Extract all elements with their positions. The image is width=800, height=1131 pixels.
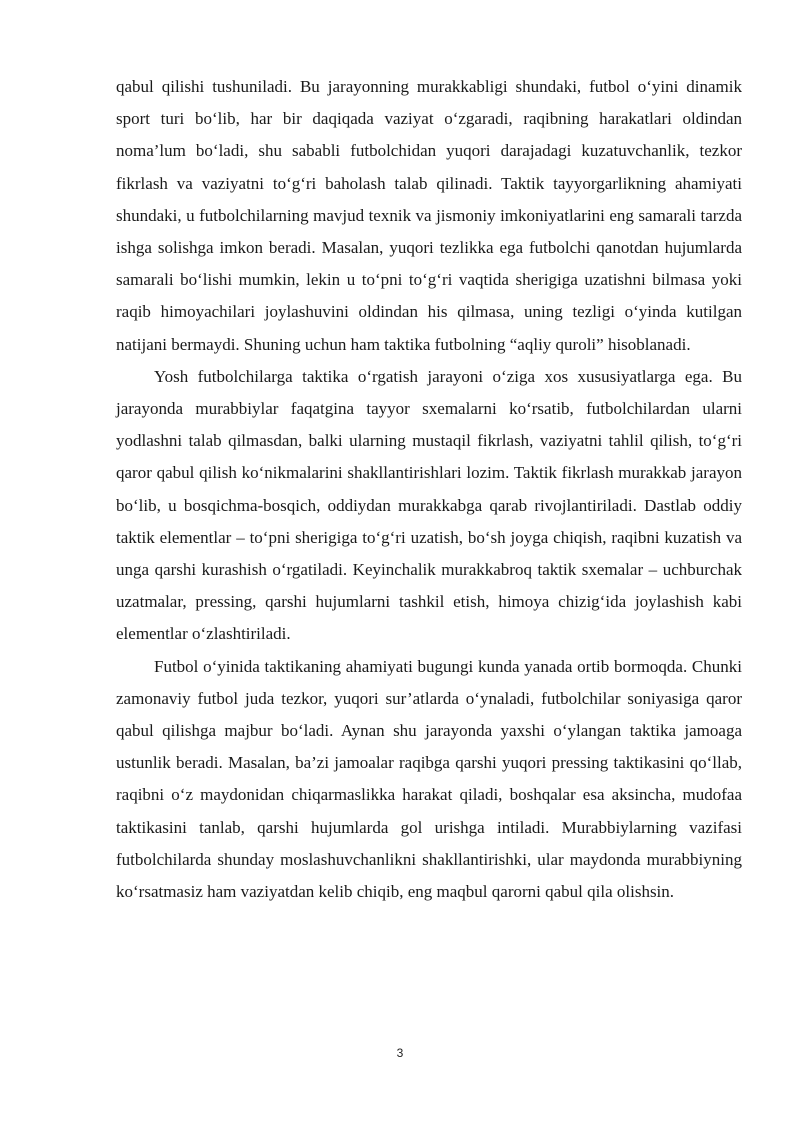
body-text xyxy=(116,71,742,908)
page-number: 3 xyxy=(396,1046,404,1060)
paragraph-continuation: qabul qilishi tushuniladi. Bu jarayonning murakkabligi shundaki, futbol o‘yini dinamik sport turi bo‘lib, har bir daqiqada vaziyat o‘zgaradi, raqibning harakatlari oldindan noma’lum bo‘ladi, shu sababli futbolchidan yuqori darajadagi kuzatuvchanlik, tezkor fikrlash va vaziyatni to‘g‘ri baholash talab qilinadi. Taktik tayyorgarlikning ahamiyati shundaki, u futbolchilarning mavjud texnik va jismoniy imkoniyatlarini eng samarali tarzda ishga solishga imkon beradi. Masalan, yuqori tezlikka ega futbolchi qanotdan hujumlarda samarali bo‘lishi mumkin, lekin u to‘pni to‘g‘ri vaqtida sherigiga uzatishni bilmasa yoki raqib himoyachilari joylashuvini oldindan his qilmasa, uning tezligi o‘yinda kutilgan natijani bermaydi. Shuning uchun ham taktika futbolning “aqliy quroli” hisoblanadi. xyxy=(116,77,742,354)
paragraph-modern-tactics: Futbol o‘yinida taktikaning ahamiyati bugungi kunda yanada ortib bormoqda. Chunki zamonaviy futbol juda tezkor, yuqori sur’atlarda o‘ynaladi, futbolchilar soniyasiga qaror qabul qilishga majbur bo‘ladi. Aynan shu jarayonda yaxshi o‘ylangan taktika jamoaga ustunlik beradi. Masalan, ba’zi jamoalar raqibga qarshi yuqori pressing taktikasini qo‘llab, raqibni o‘z maydonidan chiqarmaslikka harakat qiladi, boshqalar esa aksincha, mudofaa taktikasini tanlab, qarshi hujumlarda gol urishga intiladi. Murabbiylarning vazifasi futbolchilarda shunday moslashuvchanlikni shakllantirishki, ular maydonda murabbiyning ko‘rsatmasiz ham vaziyatdan kelib chiqib, eng maqbul qarorni qabul qila olishsin. xyxy=(116,656,742,902)
paragraph-youth-tactics: Yosh futbolchilarga taktika o‘rgatish jarayoni o‘ziga xos xususiyatlarga ega. Bu jarayonda murabbiylar faqatgina tayyor sxemalarni ko‘rsatib, futbolchilardan ularni yodlashni talab qilmasdan, balki ularning mustaqil fikrlash, vaziyatni tahlil qilish, to‘g‘ri qaror qabul qilish ko‘nikmalarini shakllantirishlari lozim. Taktik fikrlash murakkab jarayon bo‘lib, u bosqichma-bosqich, oddiydan murakkabga qarab rivojlantiriladi. Dastlab oddiy taktik elementlar – to‘pni sherigiga to‘g‘ri uzatish, bo‘sh joyga chiqish, raqibni kuzatish va unga qarshi kurashish o‘rgatiladi. Keyinchalik murakkabroq taktik sxemalar – uchburchak uzatmalar, pressing, qarshi hujumlarni tashkil etish, himoya chizig‘ida joylashish kabi elementlar o‘zlashtiriladi. xyxy=(116,366,742,644)
